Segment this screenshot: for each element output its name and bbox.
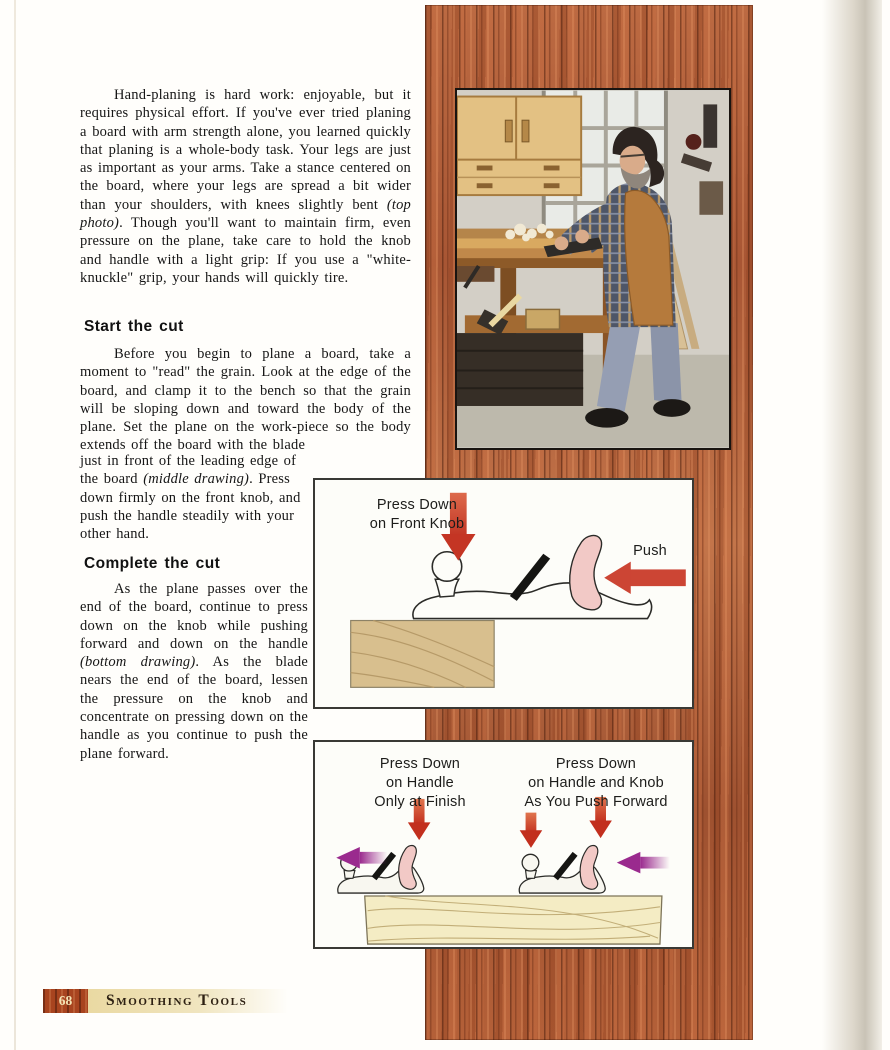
page-number: 68 [58, 993, 73, 1008]
right-plane-illustration [519, 846, 605, 894]
page-edge-shadow [822, 0, 882, 1050]
intro-paragraph: Hand-planing is hard work: enjoyable, but it requires physical effort. If you've ever tried planing a board with arm strength alone, you learned quickly that planing is a whole-body task. Your legs are just as important as your arms. Take a stance centered on the board, where your legs are spread a bit wider than your shoulders, with knees slightly bent (top photo). Though you'll want to maintain firm, even pressure on the plane, take care to hold the knob and handle with a light grip: If you use a "white-knuckle" grip, your hands will quickly tire. [80, 87, 411, 286]
down-arrow-icon [520, 813, 543, 848]
long-board [365, 896, 662, 944]
press-down-front-knob-label: Press Down on Front Knob [369, 497, 465, 532]
middle-drawing-box [313, 478, 694, 709]
hand [575, 230, 589, 244]
start-paragraph-wide: Before you begin to plane a board, take a moment to "read" the grain. Look at the edge of the board, and clamp it to the bench so that the grain will be sloping down and toward the body of the plane. Set the plane on the work-piece so the body extends off the board with the blade [80, 346, 411, 454]
page-number-badge [43, 989, 88, 1013]
shoe [653, 399, 690, 417]
heading-start-the-cut: Start the cut [84, 318, 184, 335]
workpiece-board [351, 621, 494, 688]
push-arrow-icon [617, 852, 670, 874]
footer-section-strip [88, 989, 288, 1013]
wooden-plane [526, 309, 560, 329]
rear-leg [650, 319, 682, 404]
photo-illustration [457, 90, 729, 448]
push-arrow-icon [604, 562, 686, 594]
push-label: Push [633, 543, 667, 559]
footer-section-title: Smoothing Tools [106, 992, 248, 1009]
page-fold-edge [14, 0, 16, 1050]
press-down-handle-knob-label: Press Down on Handle and Knob As You Push Forward [524, 756, 668, 810]
top-photo-woodworker-planing [455, 88, 731, 450]
hand [555, 236, 569, 250]
rear-handle [570, 535, 602, 609]
bottom-drawing-box [313, 740, 694, 949]
press-down-handle-finish-label: Press Down on Handle Only at Finish [374, 756, 466, 810]
cabinet [457, 97, 581, 196]
complete-paragraph: As the plane passes over the end of the board, continue to press down on the knob while pushing forward and down on the handle (bottom drawing). As the blade nears the end of the board, lessen the pressure on the knob and concentrate on pressing down on the handle as you continue to push the plane forward. [80, 581, 308, 762]
shoe [585, 408, 628, 428]
heading-complete-the-cut: Complete the cut [84, 555, 221, 572]
start-paragraph-narrow: just in front of the leading edge of the board (middle drawing). Press down firmly on the front knob, and push the handle steadily with your other hand. [80, 453, 301, 543]
